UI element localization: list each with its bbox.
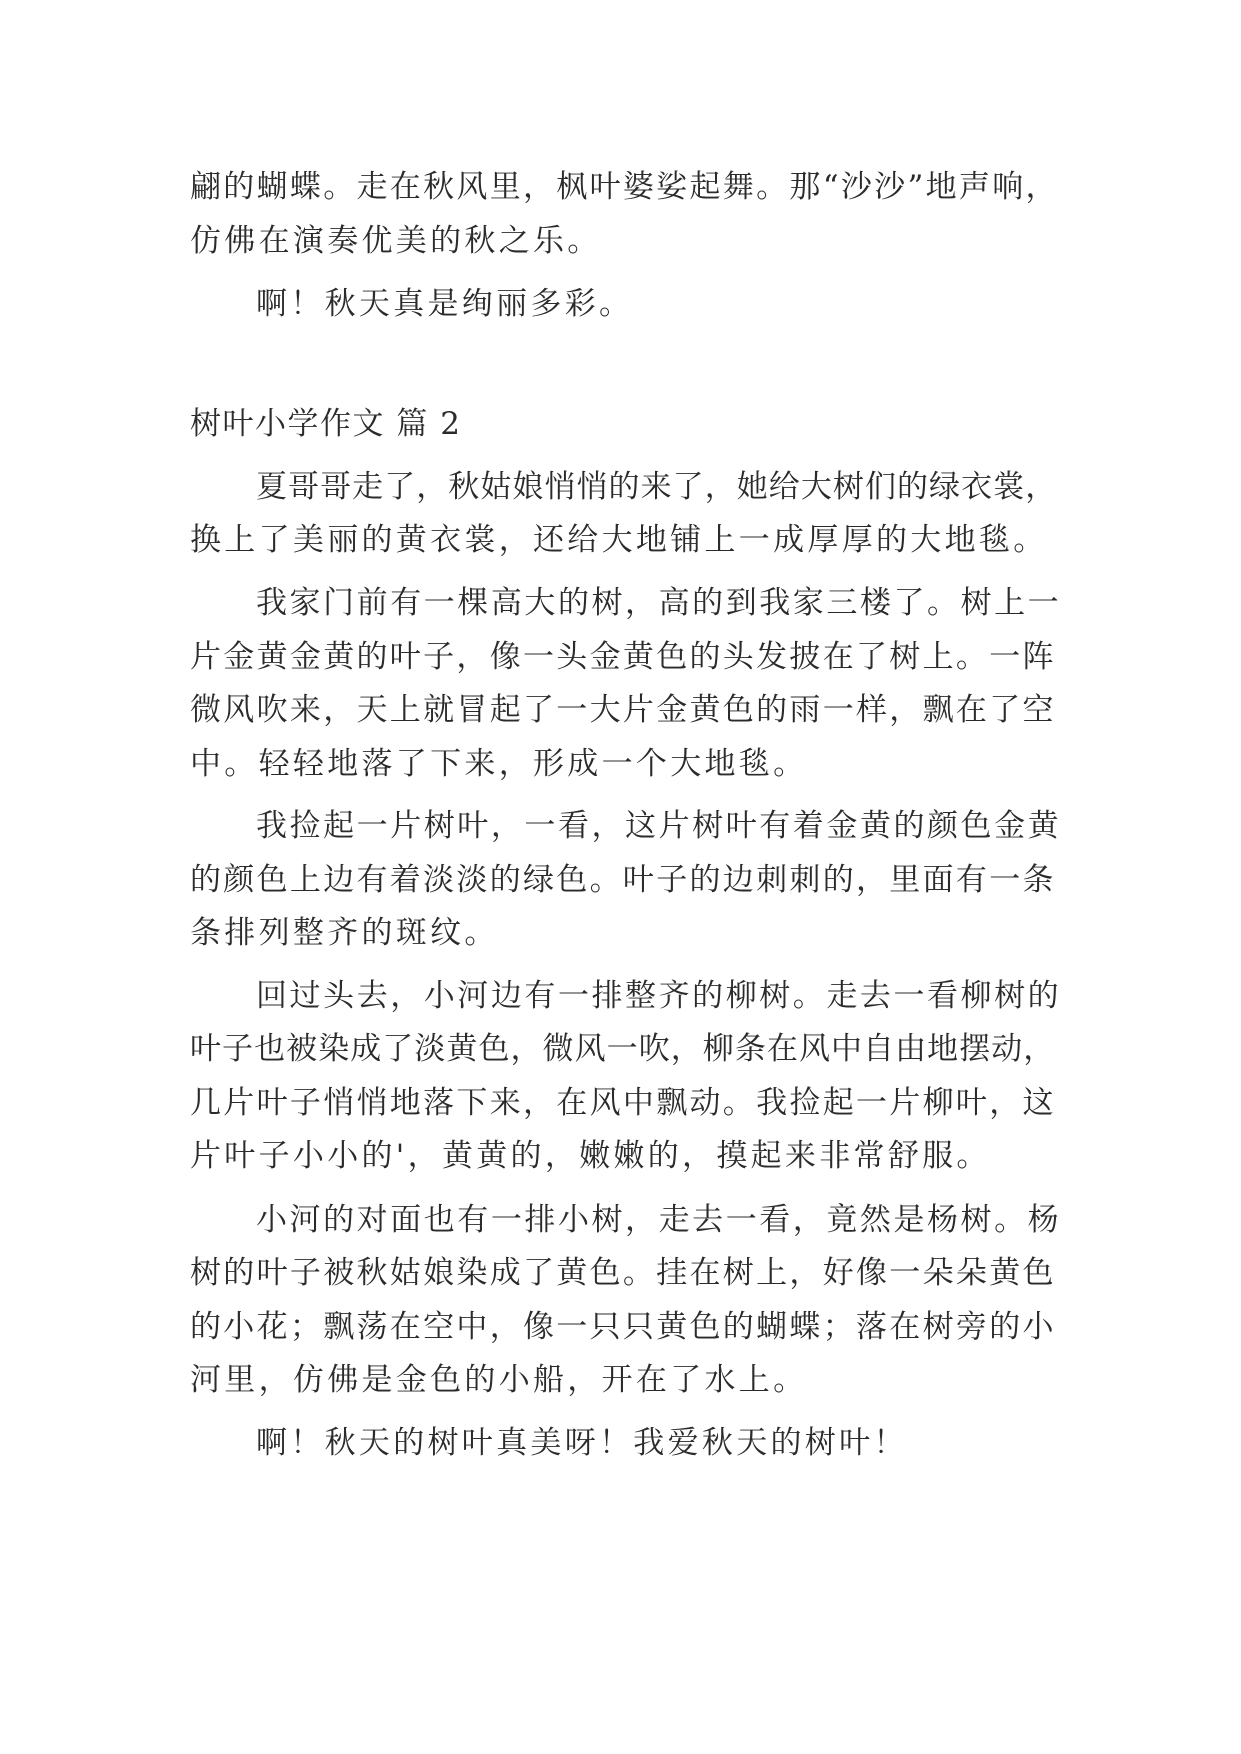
- paragraph-line: 中。轻轻地落了下来，形成一个大地毯。: [190, 746, 808, 782]
- paragraph-line: 河里，仿佛是金色的小船，开在了水上。: [190, 1362, 808, 1398]
- text-line: 翩的蝴蝶。走在秋风里，枫叶婆娑起舞。那“沙沙”地声响，: [190, 169, 1059, 205]
- text-line: 仿佛在演奏优美的秋之乐。: [190, 223, 602, 259]
- paragraph-line: 啊！秋天的树叶真美呀！我爱秋天的树叶！: [256, 1425, 908, 1461]
- paragraph-line: 换上了美丽的黄衣裳，还给大地铺上一成厚厚的大地毯。: [190, 522, 1048, 558]
- paragraph-line: 微风吹来，天上就冒起了一大片金黄色的雨一样，飘在了空: [190, 692, 1056, 728]
- paragraph-line: 片金黄金黄的叶子，像一头金黄色的头发披在了树上。一阵: [190, 639, 1056, 675]
- paragraph-line: 叶子也被染成了淡黄色，微风一吹，柳条在风中自由地摆动，: [190, 1031, 1056, 1067]
- paragraph-line: 夏哥哥走了，秋姑娘悄悄的来了，她给大树们的绿衣裳，: [256, 469, 1058, 505]
- paragraph-line: 条排列整齐的斑纹。: [190, 915, 499, 951]
- section-heading: 树叶小学作文 篇 2: [190, 406, 462, 442]
- paragraph-line: 我家门前有一棵高大的树，高的到我家三楼了。树上一: [256, 585, 1062, 621]
- paragraph-line: 片叶子小小的'，黄黄的，嫩嫩的，摸起来非常舒服。: [190, 1138, 991, 1174]
- paragraph-line: 的颜色上边有着淡淡的绿色。叶子的边刺刺的，里面有一条: [190, 862, 1056, 898]
- paragraph-line: 树的叶子被秋姑娘染成了黄色。挂在树上，好像一朵朵黄色: [190, 1255, 1056, 1291]
- paragraph-line: 我捡起一片树叶，一看，这片树叶有着金黄的颜色金黄: [256, 808, 1062, 844]
- closing-line: 啊！秋天真是绚丽多彩。: [256, 286, 634, 322]
- paragraph-line: 的小花；飘荡在空中，像一只只黄色的蝴蝶；落在树旁的小: [190, 1309, 1056, 1345]
- paragraph-line: 小河的对面也有一排小树，走去一看，竟然是杨树。杨: [256, 1202, 1062, 1238]
- paragraph-line: 几片叶子悄悄地落下来，在风中飘动。我捡起一片柳叶，这: [190, 1085, 1056, 1121]
- paragraph-line: 回过头去，小河边有一排整齐的柳树。走去一看柳树的: [256, 978, 1062, 1014]
